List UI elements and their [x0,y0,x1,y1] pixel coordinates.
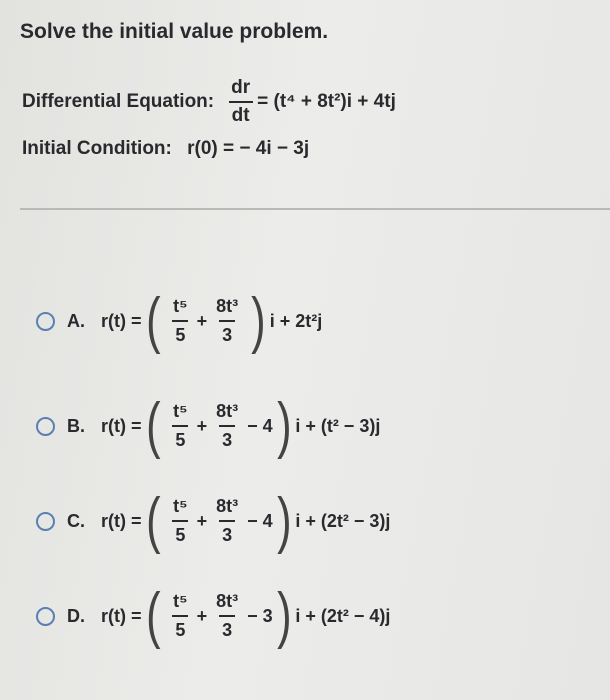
fraction-2 [213,496,241,546]
option-rest: i + (2t² − 3)j [295,510,391,531]
fraction-numerator: t⁵ [173,401,188,421]
fraction-numerator: t⁵ [173,296,188,316]
fraction-denominator: 3 [219,320,235,346]
fraction-numerator: t⁵ [173,496,188,516]
right-paren: ) [276,486,292,555]
left-paren: ( [145,391,161,460]
option-d[interactable] [36,581,391,650]
option-rest: i + (t² − 3)j [295,415,381,436]
fraction-numerator: 8t³ [216,496,239,516]
fraction-1 [170,296,190,346]
de-numerator: dr [231,77,251,98]
option-lhs: r(t) = [101,415,142,436]
option-letter: A. [67,310,85,331]
right-paren: ) [251,286,266,355]
option-lhs: r(t) = [101,510,142,531]
fraction-denominator: 3 [219,615,235,641]
radio-button-b[interactable] [36,417,55,436]
ic-label: Initial Condition: [22,138,172,159]
option-lhs: r(t) = [101,605,142,626]
fraction-2 [213,401,241,451]
plus-sign: + [196,510,208,531]
fraction-denominator: 3 [219,520,235,546]
de-denominator: dt [229,101,253,127]
plus-sign: + [196,415,208,436]
option-lhs: r(t) = [101,310,142,331]
divider [20,208,610,210]
fraction-denominator: 5 [172,320,188,346]
de-label: Differential Equation: [22,91,215,112]
radio-button-d[interactable] [36,607,55,626]
left-paren: ( [145,581,161,650]
fraction-denominator: 5 [172,425,188,451]
option-rest: i + (2t² − 4)j [295,605,391,626]
question-title: Solve the initial value problem. [20,20,329,43]
fraction-numerator: t⁵ [173,591,188,611]
right-paren: ) [276,391,292,460]
radio-button-c[interactable] [36,512,55,531]
option-c[interactable] [36,486,391,555]
left-paren: ( [145,286,161,355]
fraction-numerator: 8t³ [216,296,239,316]
de-derivative-fraction [228,77,253,127]
fraction-1 [170,496,190,546]
right-paren: ) [276,581,292,650]
fraction-numerator: 8t³ [216,591,239,611]
option-a[interactable] [36,286,323,355]
constant-term: − 3 [247,605,273,626]
option-letter: D. [67,605,85,626]
constant-term: − 4 [247,415,273,436]
ic-value: r(0) = − 4i − 3j [187,138,310,159]
fraction-denominator: 5 [172,520,188,546]
left-paren: ( [145,486,161,555]
fraction-numerator: 8t³ [216,401,239,421]
option-rest: i + 2t²j [269,310,323,331]
fraction-denominator: 5 [172,615,188,641]
option-letter: B. [67,415,85,436]
initial-condition [22,138,309,160]
radio-button-a[interactable] [36,312,55,331]
fraction-2 [213,296,241,346]
fraction-2 [213,591,241,641]
constant-term: − 4 [247,510,273,531]
plus-sign: + [196,605,208,626]
option-b[interactable] [36,391,381,460]
differential-equation [22,74,396,130]
fraction-1 [170,591,190,641]
fraction-denominator: 3 [219,425,235,451]
plus-sign: + [196,310,208,331]
option-letter: C. [67,510,85,531]
de-right-hand-side: = (t⁴ + 8t²)i + 4tj [257,91,396,112]
fraction-1 [170,401,190,451]
